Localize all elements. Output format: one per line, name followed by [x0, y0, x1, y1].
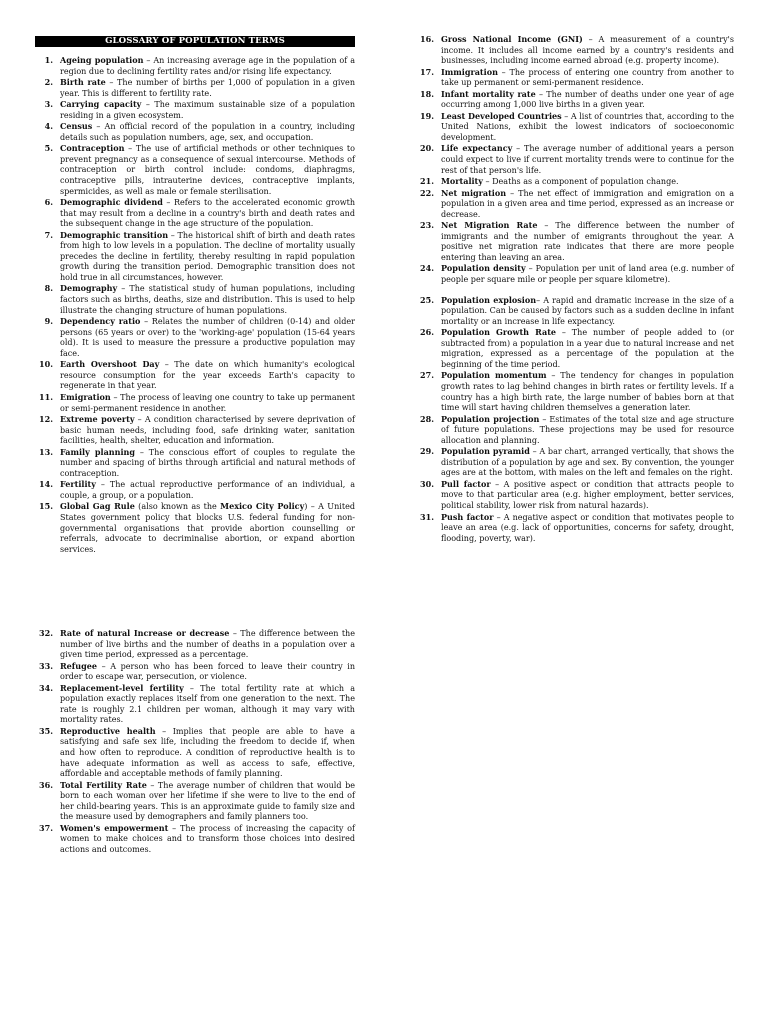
entry-separator: (also known as the — [134, 502, 221, 512]
entry-definition: The process of leaving one country to take up permanent or semi-permanent residence in another. — [60, 392, 355, 413]
entry-number: 6. — [44, 197, 53, 208]
entry-definition: Refers to the accelerated economic growth that may result from a decline in a country's birth and death rates and the subsequent change in the age structure of the population. — [60, 198, 356, 229]
glossary-entry — [35, 447, 355, 480]
entry-definition: The process of increasing the capacity of women to make choices and to transform those choices into desired actions and outcomes. — [60, 823, 355, 854]
glossary-entry — [416, 370, 734, 413]
glossary-entry — [35, 661, 355, 683]
entry-definition: The actual reproductive performance of an individual, a couple, a group, or a population. — [60, 480, 355, 500]
entry-definition: The date on which humanity's ecological resource consumption for the year exceeds Earth's capacity to regenerate in that year. — [60, 360, 355, 391]
entry-separator: – — [556, 328, 572, 338]
entry-text — [60, 628, 355, 661]
entry-term: Push factor — [441, 511, 494, 522]
entry-separator: – — [141, 100, 155, 110]
entry-text — [60, 414, 355, 447]
entry-number: 27. — [420, 370, 434, 381]
entry-definition: The average number of additional years a person could expect to live if current mortality trends were to continue for the rest of that person's life. — [441, 144, 734, 175]
entry-term: Mortality — [441, 176, 483, 187]
entry-term: Rate of natural Increase or decrease — [60, 628, 230, 638]
glossary-entry — [416, 479, 734, 512]
entry-text — [60, 283, 355, 316]
entry-number: 36. — [39, 779, 53, 790]
glossary-entry — [416, 295, 734, 328]
entry-text — [441, 370, 734, 413]
glossary-entry — [35, 359, 355, 392]
entry-number: 12. — [39, 414, 53, 425]
entry-text — [441, 34, 734, 67]
entry-definition: The statistical study of human populations, including factors such as births, deaths, size and distribution. This is used to help illustrate the changing structure of human populations. — [60, 284, 355, 315]
entry-text — [60, 726, 355, 780]
entry-definition: A list of countries that, according to the United Nations, exhibit the lowest indicators of socioeconomic development. — [441, 111, 735, 142]
entry-separator: – — [539, 414, 550, 424]
entry-text — [60, 392, 355, 414]
entry-definition: Population per unit of land area (e.g. number of people per square mile or people per square kilometre). — [441, 264, 734, 285]
glossary-left-column — [35, 36, 355, 555]
entry-term: Population Growth Rate — [441, 327, 557, 338]
entry-number: 31. — [420, 511, 434, 522]
entry-definition: A condition characterised by severe deprivation of basic human needs, including food, safe drinking water, sanitation facilities, health, shelter, education and information. — [60, 415, 356, 446]
entry-text — [441, 111, 734, 144]
entry-number: 7. — [44, 229, 53, 240]
entry-definition: The number of deaths under one year of age occurring among 1,000 live births in a given year. — [441, 89, 734, 110]
entry-text — [441, 176, 734, 188]
entry-text — [60, 230, 355, 284]
entry-definition: A bar chart, arranged vertically, that shows the distribution of a population by age and sex. By convention, the younger ages are at the bottom, with males on the left and females on the right. — [441, 447, 735, 478]
entry-text — [60, 501, 355, 555]
entry-term: Demography — [60, 283, 118, 294]
entry-definition: The number of people added to (or subtracted from) a population in a year due to natural increase and net migration, expressed as a percentage of the population at the beginning of the time period. — [441, 328, 735, 369]
glossary-entry — [416, 34, 734, 67]
entry-text — [60, 99, 355, 121]
glossary-title: GLOSSARY OF POPULATION TERMS — [35, 36, 355, 47]
entry-separator: – — [537, 221, 556, 231]
entry-number: 28. — [420, 413, 434, 424]
entry-term: Replacement-level fertility — [60, 682, 184, 693]
glossary-entry — [35, 99, 355, 121]
entry-number: 15. — [39, 501, 53, 512]
entry-term: Refugee — [60, 660, 97, 671]
entry-definition: A positive aspect or condition that attracts people to move to that particular area (e.g. higher employment, better services, political stability, lower risk from natural hazards). — [441, 479, 734, 510]
entry-separator: – — [493, 512, 504, 522]
entry-number: 17. — [420, 66, 434, 77]
glossary-entry — [416, 188, 734, 221]
entry-number: 25. — [420, 294, 434, 305]
entry-definition: An increasing average age in the population of a region due to declining fertility rates and/or rising life expectancy. — [60, 56, 355, 76]
entry-number: 2. — [44, 77, 53, 88]
entry-number: 5. — [44, 143, 53, 154]
entry-text — [441, 143, 734, 176]
entry-term: Carrying capacity — [60, 99, 142, 110]
entry-definition: Relates the number of children (0-14) and older persons (65 years or over) to the 'working-age' population (15-64 years old). It is used to measure the pressure a productive population may face. — [60, 317, 355, 358]
entry-number: 34. — [39, 682, 53, 693]
entry-term: Census — [60, 121, 93, 132]
entry-separator: – — [168, 823, 180, 833]
entry-text — [441, 263, 734, 285]
entry-separator: – — [506, 188, 519, 198]
glossary-entry — [35, 780, 355, 823]
entry-number: 8. — [44, 283, 53, 294]
glossary-list-left — [35, 55, 355, 555]
entry-separator: – — [135, 447, 149, 457]
entry-separator: – — [490, 479, 504, 489]
glossary-entry — [35, 414, 355, 447]
entry-text — [441, 446, 734, 479]
entry-term: Dependency ratio — [60, 316, 141, 327]
entry-text — [60, 780, 355, 823]
entry-term: Ageing population — [60, 55, 144, 65]
entry-separator: – — [110, 392, 121, 402]
entry-term: Infant mortality rate — [441, 88, 536, 99]
entry-separator: – — [482, 177, 493, 187]
entry-text — [60, 55, 355, 77]
entry-number: 10. — [39, 359, 53, 370]
entry-term: Population density — [441, 263, 526, 274]
entry-definition: A measurement of a country's income. It includes all income earned by a country's residents and businesses, including income earned abroad (e.g. property income). — [441, 35, 734, 66]
glossary-entry — [35, 230, 355, 284]
entry-separator: – — [183, 683, 201, 693]
entry-definition: The use of artificial methods or other techniques to prevent pregnancy as a consequence of sexual intercourse. Methods of contraception or birth control include: condoms, diaphragms, contraceptive pills, intrauterine devices, contraceptive implants, spermicides, as well as male or female sterilisation. — [60, 144, 355, 196]
entry-text — [60, 823, 355, 856]
entry-separator: – — [155, 726, 173, 736]
entry-term: Demographic transition — [60, 229, 169, 240]
entry-separator: – — [92, 122, 105, 132]
entry-definition: Estimates of the total size and age structure of future populations. These projections may be used for resource allocation and planning. — [441, 414, 734, 445]
entry-number: 37. — [39, 822, 53, 833]
entry-separator: – — [535, 89, 547, 99]
entry-text — [441, 89, 734, 111]
entry-definition: The process of entering one country from another to take up permanent or semi-permanent residence. — [441, 67, 735, 88]
entry-text — [441, 220, 734, 263]
entry-definition: The difference between the number of live births and the number of deaths in a population over a given time period, expressed as a percentage. — [60, 629, 356, 660]
entry-text — [60, 121, 355, 143]
glossary-entry — [35, 316, 355, 359]
entry-text — [441, 414, 734, 447]
entry-term: Birth rate — [60, 77, 106, 88]
glossary-entry — [35, 55, 355, 77]
entry-number: 22. — [420, 187, 434, 198]
entry-number: 4. — [44, 121, 53, 132]
entry-separator: – — [162, 198, 174, 208]
entry-text — [60, 143, 355, 197]
entry-term: Demographic dividend — [60, 197, 163, 208]
glossary-entry — [416, 263, 734, 285]
glossary-bottom-column — [35, 628, 355, 855]
entry-term: Net Migration Rate — [441, 220, 538, 231]
glossary-entry — [416, 89, 734, 111]
glossary-entry — [416, 176, 734, 188]
entry-definition: ) – A United States government policy that blocks U.S. federal funding for non-governmental organisations that provide abortion counselling or referrals, advocate to decriminalise abortion, or expand abortion services. — [60, 502, 355, 554]
entry-number: 19. — [420, 110, 434, 121]
entry-term: Population momentum — [441, 370, 547, 381]
entry-term: Fertility — [60, 479, 96, 490]
entry-separator: – — [143, 56, 154, 65]
entry-term: Least Developed Countries — [441, 110, 562, 121]
entry-separator: – — [536, 295, 544, 305]
entry-text — [60, 661, 355, 683]
entry-separator: – — [134, 415, 145, 425]
glossary-entry — [416, 111, 734, 144]
entry-separator: – — [546, 371, 561, 381]
entry-text — [441, 295, 734, 328]
glossary-list-bottom — [35, 628, 355, 855]
entry-term: Net migration — [441, 187, 507, 198]
entry-number: 30. — [420, 478, 434, 489]
entry-number: 13. — [39, 446, 53, 457]
entry-definition: Deaths as a component of population change. — [492, 177, 679, 187]
entry-term: Population explosion — [441, 294, 537, 305]
entry-separator: – — [140, 317, 152, 327]
entry-definition: The historical shift of birth and death rates from high to low levels in a population. The decline of mortality usually precedes the decline in fertility, thereby resulting in rapid population growth during the transition period. Demographic transition does not hold true in all circumstances, however. — [60, 230, 356, 282]
entry-text — [60, 683, 355, 726]
entry-definition: The net effect of immigration and emigration on a population in a given area and time period, expressed as an increase or decrease. — [441, 188, 734, 219]
entry-number: 21. — [420, 176, 434, 187]
glossary-entry — [35, 823, 355, 856]
entry-separator: – — [497, 67, 510, 77]
glossary-entry — [35, 77, 355, 99]
entry-separator: – — [117, 284, 130, 294]
glossary-entry — [416, 67, 734, 89]
glossary-entry — [35, 143, 355, 197]
entry-number: 24. — [420, 263, 434, 274]
glossary-entry — [416, 512, 734, 545]
entry-text — [60, 316, 355, 359]
glossary-entry — [416, 414, 734, 447]
entry-term: Earth Overshoot Day — [60, 359, 160, 370]
entry-text — [441, 479, 734, 512]
entry-definition: A person who has been forced to leave their country in order to escape war, persecution, or violence. — [60, 661, 355, 682]
entry-definition: The average number of children that would be born to each woman over her lifetime if she were to live to the end of her child-bearing years. This is an approximate guide to family size and the measure used by demographers and family planners too. — [60, 780, 355, 822]
entry-term: Family planning — [60, 446, 136, 457]
entry-text — [441, 67, 734, 89]
entry-separator: – — [159, 360, 175, 370]
entry-text — [60, 197, 355, 230]
entry-number: 14. — [39, 479, 53, 490]
entry-definition: The conscious effort of couples to regulate the number and spacing of births through artificial and natural methods of contraception. — [60, 447, 356, 478]
entry-separator: – — [525, 264, 536, 274]
entry-separator: – — [529, 447, 540, 457]
entry-number: 11. — [39, 391, 53, 402]
glossary-entry — [35, 479, 355, 501]
glossary-entry — [35, 283, 355, 316]
glossary-entry — [416, 327, 734, 370]
entry-separator: – — [168, 230, 178, 240]
entry-separator: – — [124, 144, 136, 154]
entry-separator: – — [105, 78, 118, 88]
entry-number: 3. — [44, 99, 53, 110]
entry-definition: The tendency for changes in population growth rates to lag behind changes in birth rates or fertility levels. If a country has a high birth rate, the large number of babies born at that time will start having children themselves a generation later. — [441, 371, 734, 413]
glossary-entry — [416, 220, 734, 263]
entry-number: 9. — [44, 316, 53, 327]
glossary-entry — [35, 726, 355, 780]
entry-term: Emigration — [60, 391, 111, 402]
entry-text — [441, 327, 734, 370]
entry-separator: – — [582, 35, 599, 44]
entry-separator: – — [95, 480, 110, 490]
glossary-entry — [35, 683, 355, 726]
entry-term: Immigration — [441, 66, 498, 77]
entry-definition: A rapid and dramatic increase in the size of a population. Can be caused by factors such as a sudden decline in infant mortality or an increase in life expectancy. — [441, 295, 735, 326]
entry-text — [60, 77, 355, 99]
entry-definition: Implies that people are able to have a satisfying and safe sex life, including the freedom to decide if, when and how often to reproduce. A condition of reproductive health is to have adequate information as well as access to safe, effective, affordable and acceptable methods of family planning. — [60, 726, 355, 779]
entry-separator: – — [561, 111, 571, 121]
entry-text — [60, 447, 355, 480]
entry-number: 29. — [420, 446, 434, 457]
entry-term: Global Gag Rule — [60, 501, 135, 512]
entry-separator: – — [229, 629, 241, 638]
entry-definition: The total fertility rate at which a population exactly replaces itself from one generation to the next. The rate is roughly 2.1 children per woman, although it may vary with mortality rates. — [60, 683, 356, 725]
entry-text — [441, 188, 734, 221]
entry-separator: – — [146, 780, 158, 790]
entry-definition: The number of births per 1,000 of population in a given year. This is different to fertility rate. — [60, 78, 356, 98]
entry-definition: An official record of the population in a country, including details such as population numbers, age, sex, and occupation. — [60, 122, 355, 142]
entry-number: 26. — [420, 327, 434, 338]
entry-number: 16. — [420, 34, 434, 44]
entry-number: 33. — [39, 660, 53, 671]
entry-term: Women's empowerment — [60, 822, 169, 833]
entry-text — [441, 512, 734, 545]
entry-term: Population projection — [441, 413, 540, 424]
glossary-entry — [35, 197, 355, 230]
entry-term: Gross National Income (GNI) — [441, 34, 583, 44]
glossary-entry — [416, 143, 734, 176]
glossary-entry — [35, 392, 355, 414]
glossary-entry — [35, 501, 355, 555]
entry-number: 20. — [420, 143, 434, 154]
glossary-right-column — [416, 34, 734, 544]
entry-text — [60, 359, 355, 392]
entry-number: 32. — [39, 628, 53, 638]
entry-number: 35. — [39, 725, 53, 736]
entry-term: Population pyramid — [441, 446, 530, 457]
glossary-entry — [416, 446, 734, 479]
entry-term: Pull factor — [441, 478, 491, 489]
entry-term: Life expectancy — [441, 143, 513, 154]
entry-definition: The difference between the number of immigrants and the number of emigrants throughout the year. A positive net migration rate indicates that there are more people entering than leaving an area. — [441, 221, 734, 262]
entry-term: Extreme poverty — [60, 414, 135, 425]
entry-term: Reproductive health — [60, 725, 156, 736]
entry-term: Contraception — [60, 143, 125, 154]
glossary-entry — [35, 628, 355, 661]
entry-number: 18. — [420, 88, 434, 99]
entry-term: Total Fertility Rate — [60, 779, 147, 790]
entry-term-alt: Mexico City Policy — [220, 501, 305, 512]
entry-number: 1. — [44, 55, 53, 65]
glossary-entry — [35, 121, 355, 143]
entry-definition: A negative aspect or condition that motivates people to leave an area (e.g. lack of opportunities, concerns for safety, drought, flooding, poverty, war). — [441, 512, 735, 543]
entry-separator: – — [512, 144, 524, 154]
entry-definition: The maximum sustainable size of a population residing in a given ecosystem. — [60, 100, 356, 120]
glossary-list-right — [416, 34, 734, 544]
entry-text — [60, 479, 355, 501]
entry-separator: – — [97, 661, 111, 671]
entry-number: 23. — [420, 220, 434, 231]
